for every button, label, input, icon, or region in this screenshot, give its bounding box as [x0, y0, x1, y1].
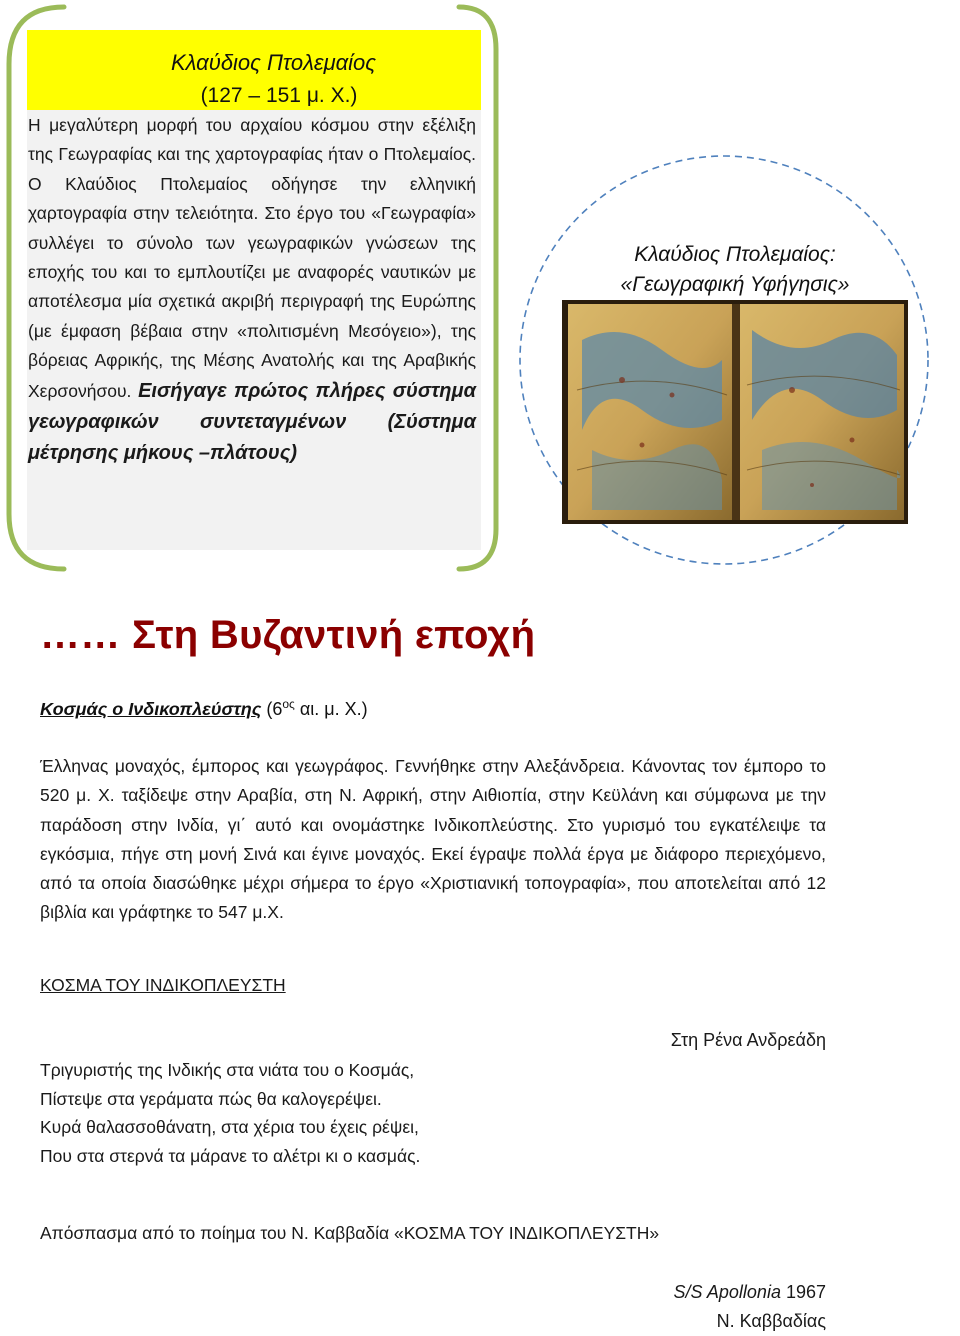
poem-excerpt-note: Απόσπασμα από το ποίημα του Ν. Καββαδία «ΚΟΣΜΑ ΤΟΥ ΙΝΔΙΚΟΠΛΕΥΣΤΗ»	[40, 1223, 660, 1243]
poem-signature	[674, 1278, 826, 1336]
ptolemy-title: Κλαύδιος Πτολεμαίος	[170, 50, 376, 75]
poem-line: Πίστεψε στα γεράματα πώς θα καλογερέψει.	[40, 1088, 382, 1109]
poem-line: Κυρά θαλασσοθάνατη, στα χέρια του έχεις ρέψει,	[40, 1117, 419, 1137]
ptolemy-years: (127 – 151 μ. Χ.)	[200, 84, 358, 107]
poem-author: Ν. Καββαδίας	[716, 1311, 826, 1331]
ptolemy-body-text: Η μεγαλύτερη μορφή του αρχαίου κόσμου στην εξέλιξη της Γεωγραφίας και της χαρτογραφίας ήταν ο Πτολεμαίος. Ο Κλαύδιος Πτολεμαίος οδήγησε την ελληνική χαρτογραφία στην τελειότητα. Στο έργο του «Γεωγραφία» συλλέγει το σύνολο των γεωγραφικών γνώσεων της εποχής του και το εμπλουτίζει με αναφορές ναυτικών με αποτέλεσμα μία σχετικά ακριβή περιγραφή της Ευρώπης (με έμφαση βέβαια στην «πολιτισμένη Μεσόγειο»), της βόρειας Αφρικής, της Μέσης Ανατολής και της Αραβικής Χερσονήσου.	[28, 115, 476, 401]
poem-line: Τριγυριστής της Ινδικής στα νιάτα του ο Κοσμάς,	[40, 1060, 415, 1080]
ptolemy-body-emphasis: Εισήγαγε πρώτος πλήρες σύστημα γεωγραφικών συντεταγμένων (Σύστημα μέτρησης μήκους –πλάτους)	[28, 379, 476, 464]
century-suffix: αι. μ. Χ.)	[294, 699, 368, 719]
century-prefix: (6	[266, 699, 283, 719]
map-caption-line1: Κλαύδιος Πτολεμαίος:	[634, 243, 836, 266]
map-caption-line2: «Γεωγραφική Υφήγησις»	[620, 273, 850, 296]
poem-line: Που στα στερνά τα μάρανε το αλέτρι κι ο κασμάς.	[40, 1145, 421, 1166]
kosmas-heading	[40, 697, 368, 720]
map-caption	[560, 240, 910, 300]
poem-title: ΚΟΣΜΑ ΤΟΥ ΙΝΔΙΚΟΠΛΕΥΣΤΗ	[40, 975, 286, 995]
century-sup: ος	[282, 697, 295, 711]
ptolemy-body	[28, 111, 476, 469]
poem-year: 1967	[780, 1282, 826, 1302]
ship-name: S/S Apollonia	[673, 1282, 781, 1302]
kosmas-name: Κοσμάς ο Ινδικοπλεύστης	[40, 699, 262, 719]
old-map-book-image	[562, 300, 908, 524]
byzantine-heading: …… Στη Βυζαντινή εποχή	[40, 613, 536, 657]
kosmas-bio: Έλληνας μοναχός, έμπορος και γεωγράφος. Γεννήθηκε στην Αλεξάνδρεια. Κάνοντας τον έμπορο το 520 μ. Χ. ταξίδεψε στην Αραβία, στη Ν. Αφρική, στην Αιθιοπία, στην Κεϋλάνη και σύμφωνα με την παράδοση στην Ινδία, γι΄ αυτό και ονομάστηκε Ινδικοπλεύστης. Στο γυρισμό του εγκατέλειψε τα εγκόσμια, πήγε στη μονή Σινά και έγινε μοναχός. Εκεί έγραψε πολλά έργα με διάφορο περιεχόμενο, από τα οποία διασώθηκε μέχρι σήμερα το έργο «Χριστιανική τοπογραφία», που αποτελείται από 12 βιβλία και γράφτηκε το 547 μ.Χ.	[40, 756, 826, 923]
poem-lines	[40, 1056, 420, 1170]
poem-dedication: Στη Ρένα Ανδρεάδη	[670, 1030, 826, 1050]
